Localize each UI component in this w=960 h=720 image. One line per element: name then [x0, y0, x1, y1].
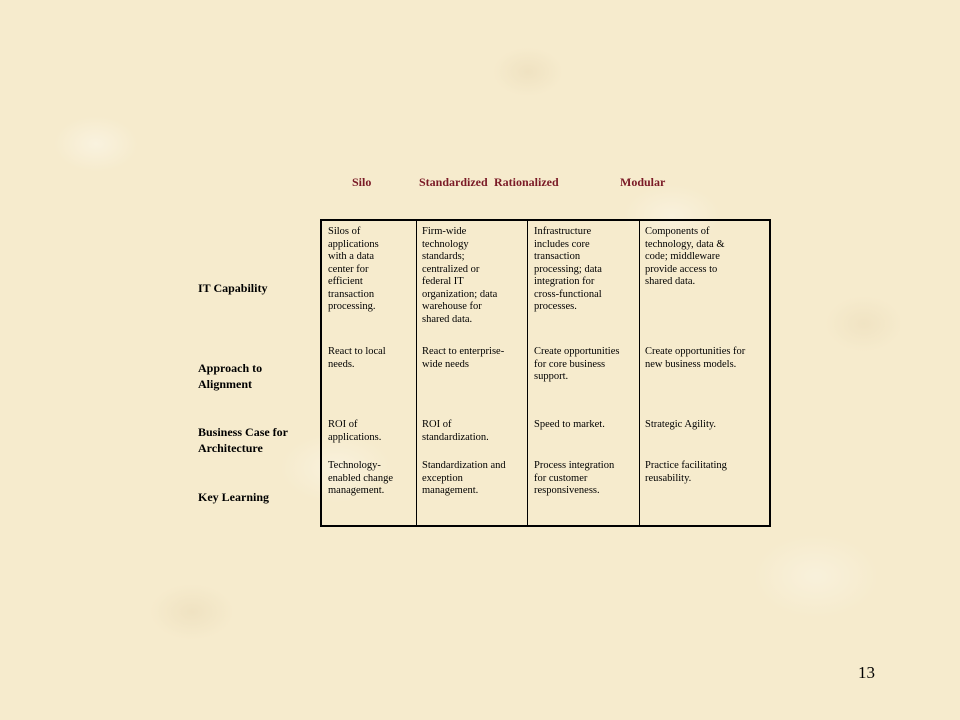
- cell-line: warehouse for: [422, 301, 482, 312]
- cell-line: management.: [422, 485, 479, 496]
- column-header-silo: Silo: [352, 175, 372, 189]
- cell-line: Infrastructure: [534, 226, 592, 237]
- table-cell: [422, 460, 526, 498]
- row-label-business-case: [198, 424, 316, 456]
- column-header-modular: Modular: [620, 175, 666, 189]
- cell-line: technology: [422, 238, 469, 250]
- cell-line: Speed to market.: [534, 419, 605, 430]
- row-label-approach-line2: Alignment: [198, 377, 252, 391]
- row-label-approach-line1: Approach to: [198, 361, 263, 375]
- column-divider: [527, 221, 528, 525]
- cell-line: wide needs: [422, 358, 469, 370]
- cell-line: centralized or: [422, 263, 480, 275]
- cell-line: processes.: [534, 301, 577, 312]
- cell-line: applications.: [328, 431, 382, 443]
- cell-line: new business models.: [645, 358, 737, 370]
- cell-line: integration for: [534, 276, 595, 287]
- column-divider: [416, 221, 417, 525]
- cell-line: support.: [534, 371, 569, 382]
- cell-line: with a data: [328, 251, 375, 262]
- page-number: 13: [858, 663, 875, 682]
- cell-line: Create opportunities for: [645, 346, 746, 357]
- cell-line: Practice facilitating: [645, 460, 727, 471]
- cell-line: organization; data: [422, 288, 498, 300]
- cell-line: Firm-wide: [422, 226, 467, 237]
- cell-line: Standardization and: [422, 460, 506, 471]
- cell-line: standardization.: [422, 431, 489, 443]
- column-header-standardized: Standardized: [419, 175, 488, 189]
- cell-line: center for: [328, 263, 369, 275]
- cell-line: management.: [328, 485, 385, 496]
- cell-line: technology, data &: [645, 238, 725, 250]
- row-label-approach-to-alignment: [198, 360, 316, 392]
- cell-line: ROI of: [328, 419, 358, 430]
- table-cell: [422, 419, 526, 444]
- cell-line: Create opportunities: [534, 346, 620, 357]
- cell-line: transaction: [328, 288, 375, 300]
- cell-line: enabled change: [328, 472, 394, 484]
- table-cell: [328, 460, 414, 498]
- table-cell: [645, 226, 769, 289]
- cell-line: Strategic Agility.: [645, 419, 717, 430]
- cell-line: ROI of: [422, 419, 452, 430]
- cell-line: responsiveness.: [534, 485, 600, 496]
- cell-line: Technology-: [328, 460, 381, 471]
- cell-line: processing; data: [534, 263, 602, 275]
- cell-line: standards;: [422, 251, 465, 262]
- cell-line: React to local: [328, 346, 386, 357]
- cell-line: shared data.: [422, 313, 473, 325]
- cell-line: includes core: [534, 238, 590, 250]
- table-cell: [328, 419, 414, 444]
- table-cell: [534, 460, 638, 498]
- row-label-key-learning: [198, 489, 316, 505]
- maturity-table: [320, 219, 771, 527]
- cell-line: Silos of: [328, 226, 361, 237]
- cell-line: Components of: [645, 226, 710, 237]
- cell-line: efficient: [328, 276, 363, 287]
- cell-line: shared data.: [645, 276, 696, 287]
- table-cell: [422, 226, 526, 326]
- table-cell: [534, 226, 638, 314]
- cell-line: provide access to: [645, 263, 718, 275]
- row-label-it-capability-text: IT Capability: [198, 281, 268, 295]
- row-label-key-learning-text: Key Learning: [198, 490, 269, 504]
- row-label-business-case-line1: Business Case for: [198, 425, 289, 439]
- table-cell: [645, 346, 769, 371]
- cell-line: cross-functional: [534, 288, 602, 300]
- cell-line: needs.: [328, 358, 355, 370]
- cell-line: federal IT: [422, 276, 464, 287]
- cell-line: for core business: [534, 358, 606, 370]
- cell-line: for customer: [534, 472, 588, 484]
- cell-line: exception: [422, 472, 463, 484]
- cell-line: processing.: [328, 301, 376, 312]
- column-header-rationalized: Rationalized: [494, 175, 559, 189]
- table-cell: [422, 346, 526, 371]
- table-cell: [534, 419, 638, 432]
- table-cell: [645, 460, 769, 485]
- column-headers: [0, 175, 960, 191]
- cell-line: reusability.: [645, 472, 692, 484]
- cell-line: Process integration: [534, 460, 615, 471]
- table-cell: [328, 346, 414, 371]
- row-label-it-capability: [198, 280, 316, 296]
- row-label-business-case-line2: Architecture: [198, 441, 263, 455]
- cell-line: transaction: [534, 251, 581, 262]
- cell-line: React to enterprise-: [422, 346, 505, 357]
- column-divider: [639, 221, 640, 525]
- table-cell: [328, 226, 414, 314]
- table-cell: [645, 419, 769, 432]
- cell-line: code; middleware: [645, 251, 720, 262]
- table-cell: [534, 346, 638, 384]
- cell-line: applications: [328, 238, 379, 250]
